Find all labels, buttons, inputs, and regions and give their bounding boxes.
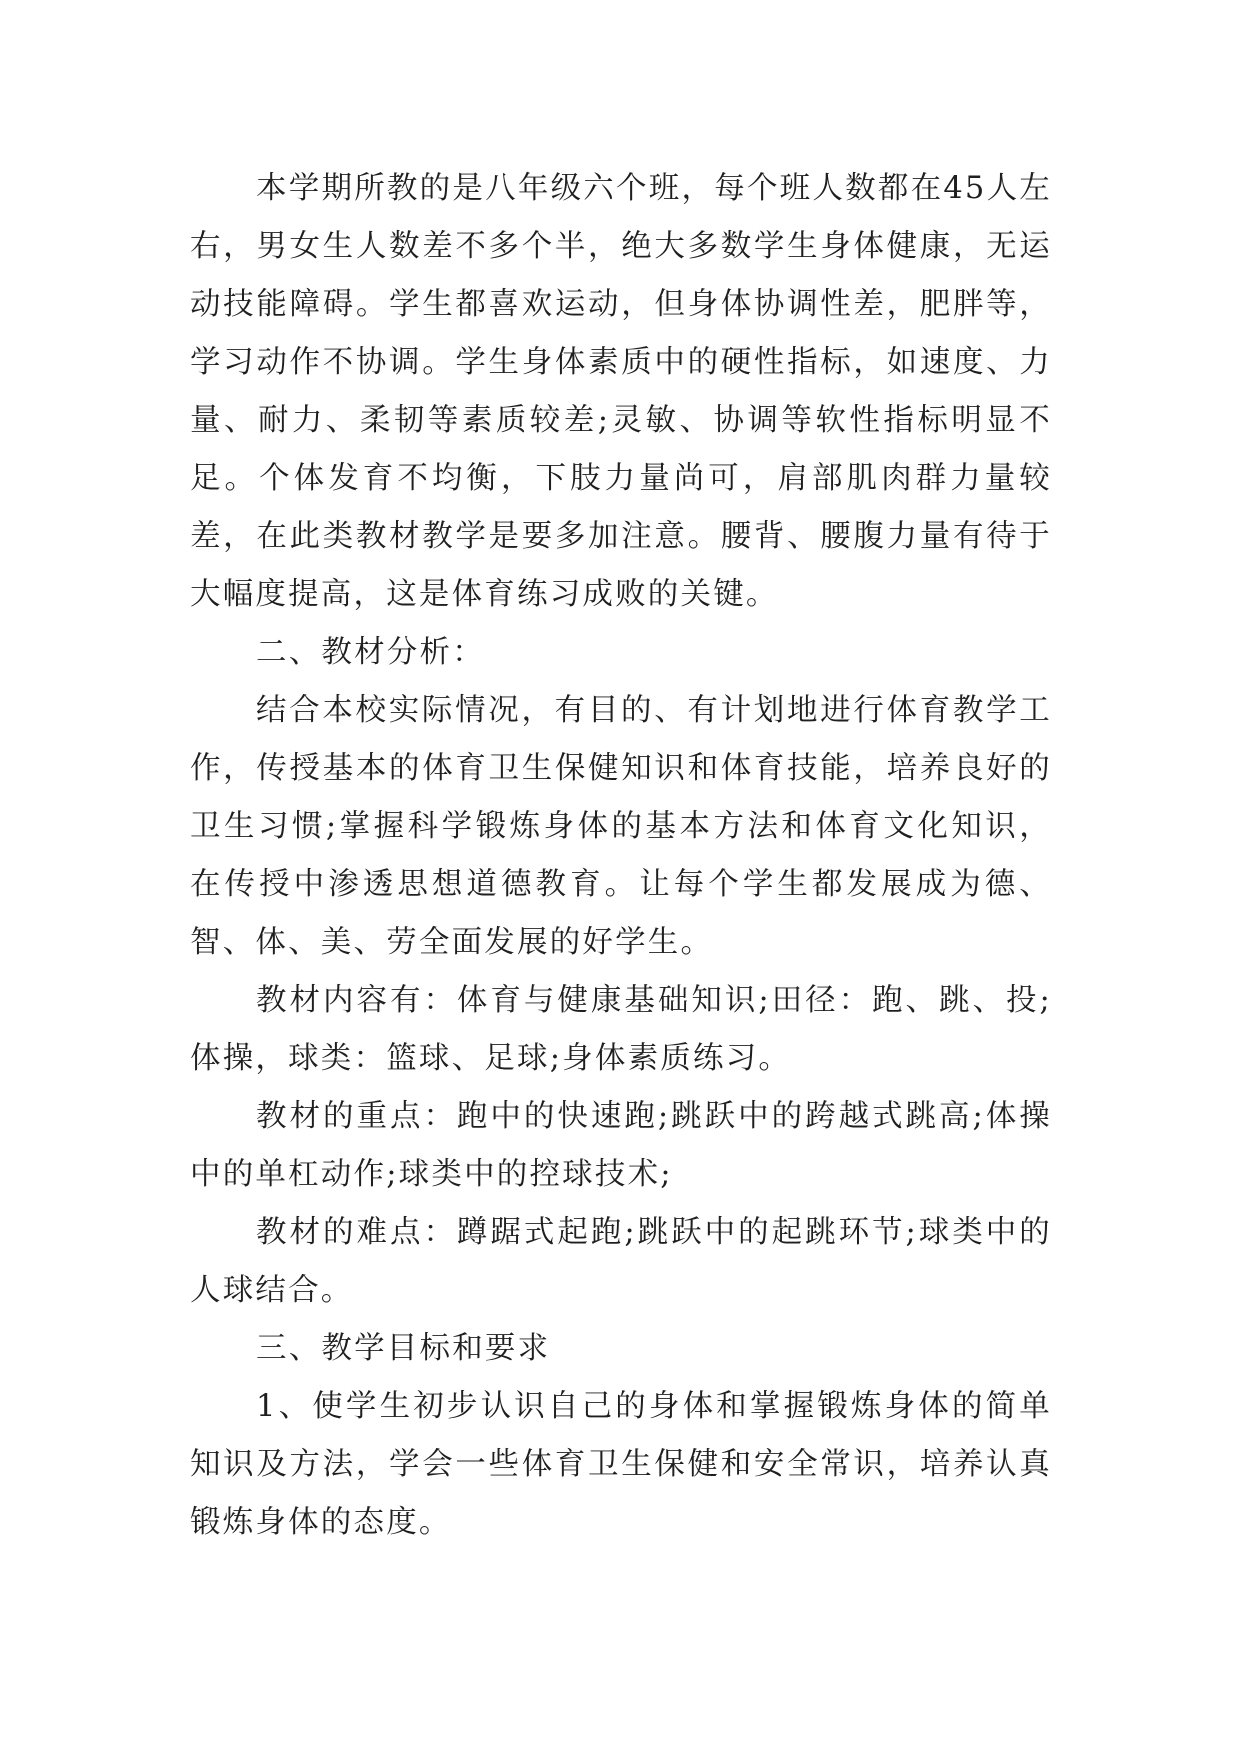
heading-teaching-goals: 三、教学目标和要求 — [256, 1331, 551, 1366]
heading-material-analysis: 二、教材分析： — [256, 635, 485, 670]
paragraph-material-difficulty: 教材的难点：蹲踞式起跑;跳跃中的起跳环节;球类中的人球结合。 — [190, 1215, 1052, 1308]
paragraph-material-content: 教材内容有：体育与健康基础知识;田径：跑、跳、投;体操，球类：篮球、足球;身体素质练习。 — [190, 983, 1052, 1076]
paragraph-teaching-work: 结合本校实际情况，有目的、有计划地进行体育教学工作，传授基本的体育卫生保健知识和体育技能，培养良好的卫生习惯;掌握科学锻炼身体的基本方法和体育文化知识，在传授中渗透思想道德教育。让每个学生都发展成为德、智、体、美、劳全面发展的好学生。 — [190, 693, 1052, 960]
paragraph-goal-1: 1、使学生初步认识自己的身体和掌握锻炼身体的简单知识及方法，学会一些体育卫生保健和安全常识，培养认真锻炼身体的态度。 — [190, 1389, 1052, 1540]
document-body — [190, 160, 1052, 1552]
paragraph-material-focus: 教材的重点：跑中的快速跑;跳跃中的跨越式跳高;体操中的单杠动作;球类中的控球技术; — [190, 1099, 1052, 1192]
paragraph-student-analysis: 本学期所教的是八年级六个班，每个班人数都在45人左右，男女生人数差不多个半，绝大多数学生身体健康，无运动技能障碍。学生都喜欢运动，但身体协调性差，肥胖等，学习动作不协调。学生身体素质中的硬性指标，如速度、力量、耐力、柔韧等素质较差;灵敏、协调等软性指标明显不足。个体发育不均衡，下肢力量尚可，肩部肌肉群力量较差，在此类教材教学是要多加注意。腰背、腰腹力量有待于大幅度提高，这是体育练习成败的关键。 — [190, 171, 1052, 612]
